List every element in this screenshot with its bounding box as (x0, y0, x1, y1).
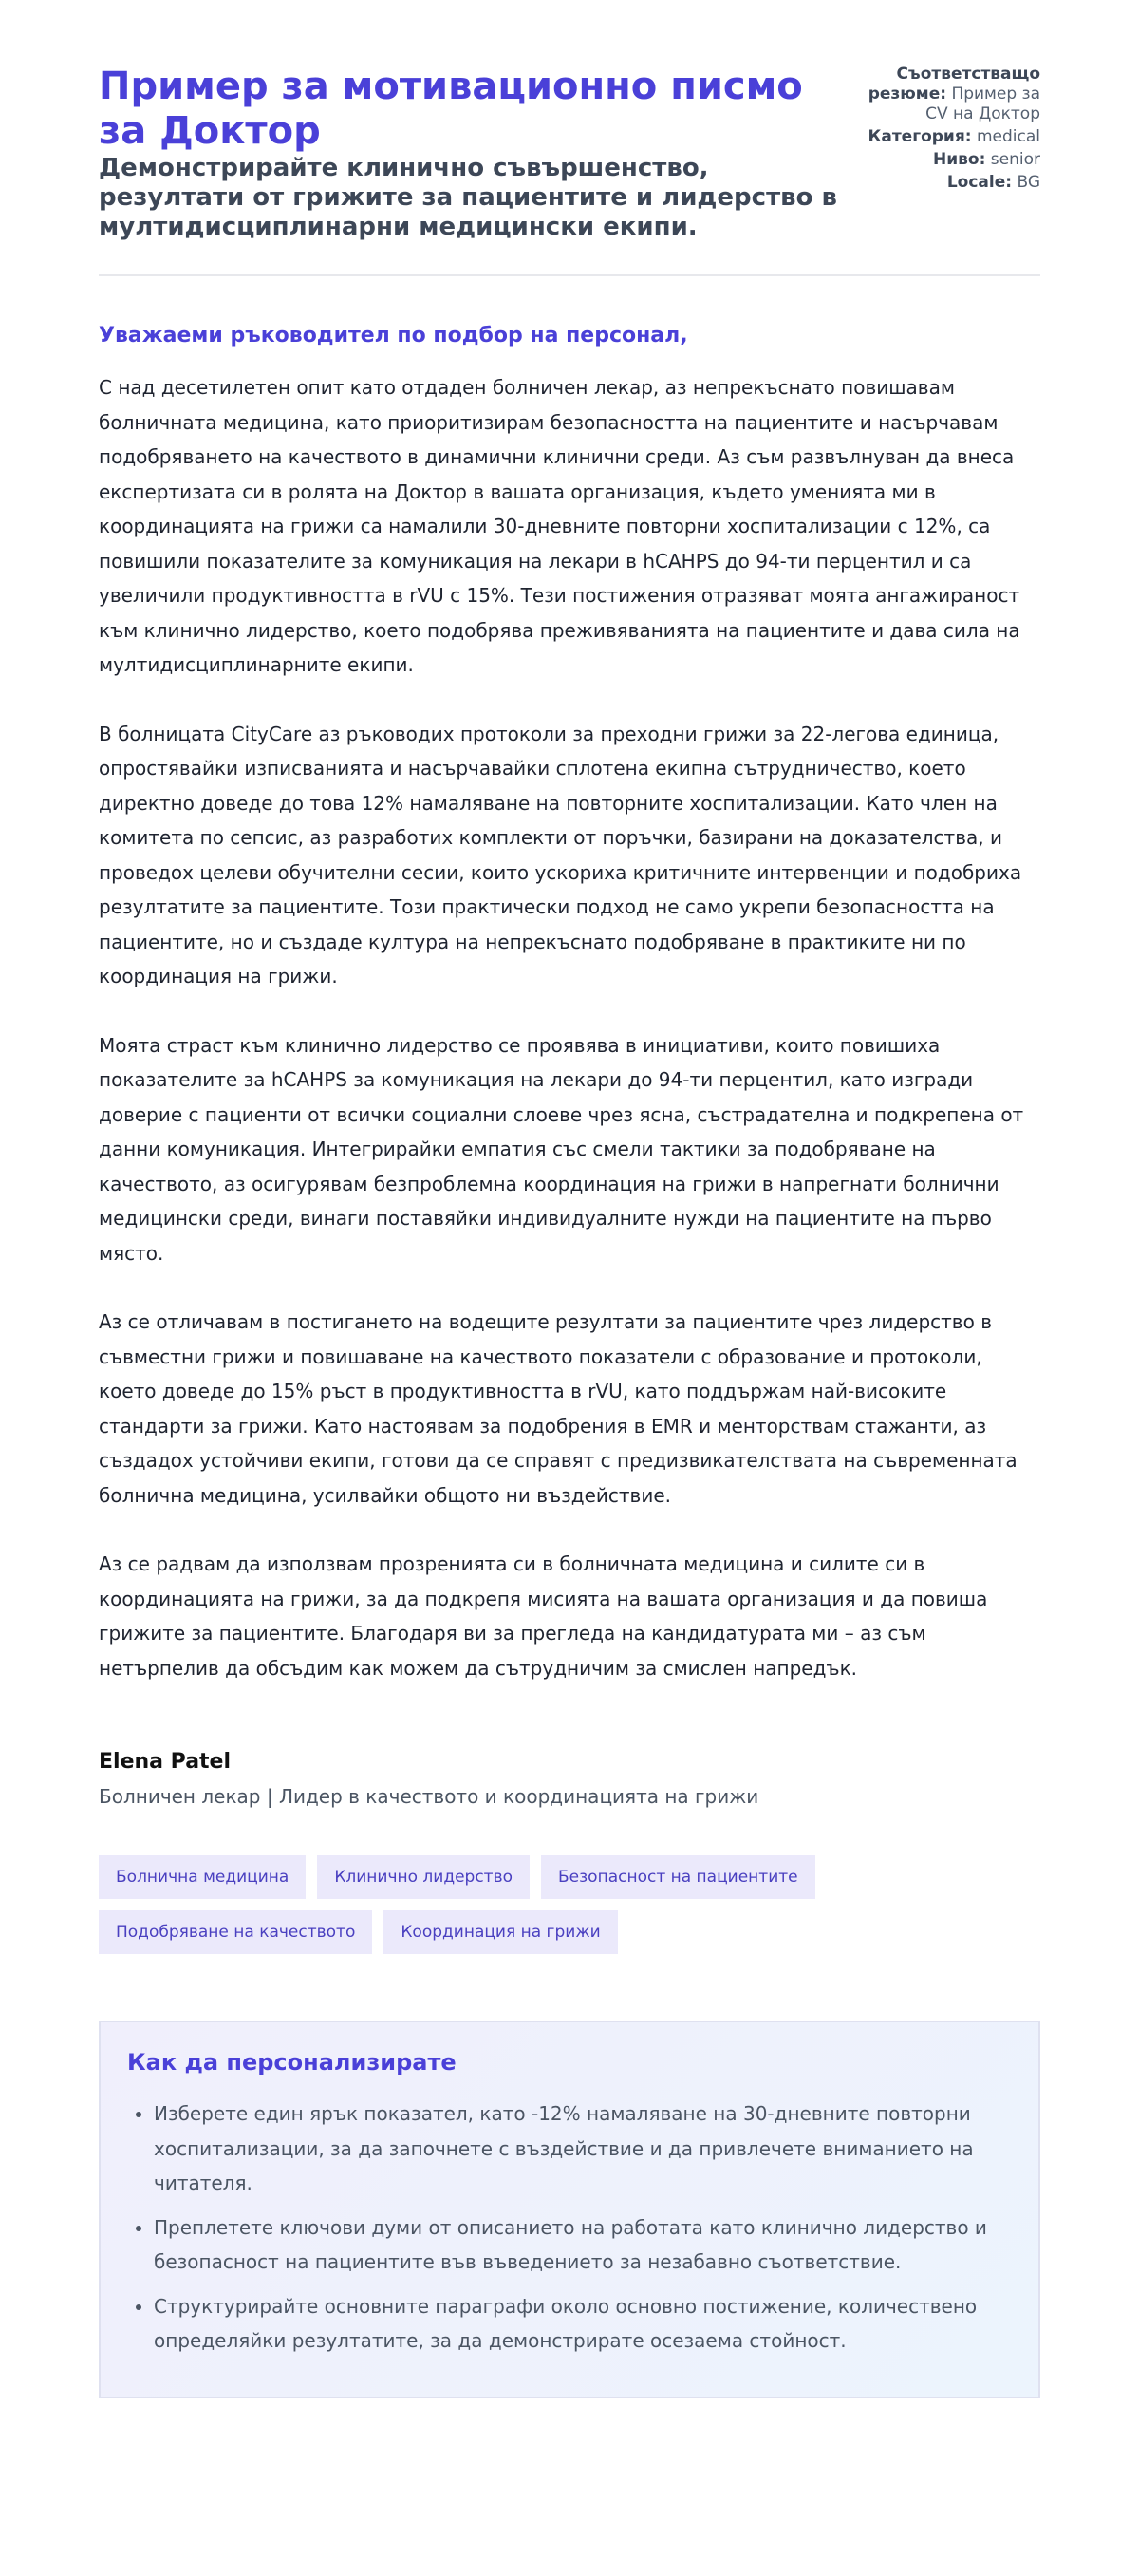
tag: Болнична медицина (99, 1855, 306, 1899)
tag: Клинично лидерство (317, 1855, 530, 1899)
tip-item: • Преплетете ключови думи от описанието на работата като клинично лидерство и безопасност на пациентите във въведението за незабавно съответствие. (154, 2210, 1012, 2280)
tips-heading: Как да персонализирате (127, 2049, 457, 2076)
page-title: Пример за мотивационно писмо за Доктор (99, 65, 803, 153)
tag-list (99, 1855, 858, 1954)
tag: Безопасност на пациентите (541, 1855, 815, 1899)
meta-locale: Locale: BG (946, 173, 1040, 192)
page-subtitle: Демонстрирайте клинично съвършенство, резултати от грижите за пациентите и лидерство в мултидисциплинарни медицински екипи. (99, 154, 837, 241)
tip-item: • Изберете един ярък показател, като -12% намаляване на 30-дневните повторни хоспитализации, за да започнете с въздействие и да привлечете вниманието на читателя. (154, 2097, 1012, 2201)
letter-paragraph: Аз се радвам да използвам прозренията си в болничната медицина и силите си в координацията на грижи, за да подкрепя мисията на вашата организация и да повиша грижите за пациентите. Благодаря ви за прегледа на кандидатурата ми – аз съм нетърпелив да обсъдим как можем да сътрудничим за смислен напредък. (99, 1552, 988, 1680)
letter-paragraph: В болницата CityCare аз ръководих протоколи за преходни грижи за 22-легова единица, опростявайки изписванията и насърчавайки сплотена екипна сътрудничество, което директно доведе до това 12% намаляване на повторните хоспитализации. Като член на комитета по сепсис, аз разработих комплекти от поръчки, базирани на доказателства, и проведох целеви обучителни сесии, които ускориха критичните интервенции и подобриха резултатите за пациентите. Този практически подход не само укрепи безопасността на пациентите, но и създаде култура на непрекъснато подобряване в практиките ни по координация на грижи. (99, 722, 1022, 987)
meta-matching-resume: Съответстващо резюме: Пример за CV на Доктор (868, 65, 1040, 123)
tip-item: • Структурирайте основните параграфи около основно постижение, количествено определяйки резултатите, за да демонстрирате осезаема стойност. (154, 2289, 1012, 2359)
letter-body (99, 370, 1040, 1685)
letter-greeting: Уважаеми ръководител по подбор на персонал, (99, 324, 688, 348)
tips-list (127, 2097, 1012, 2359)
letter-paragraph: Аз се отличавам в постигането на водещите резултати за пациентите чрез лидерство в съвместни грижи и повишаване на качеството показатели с образование и протоколи, което доведе до 15% ръст в продуктивността в rVU, като поддържам най-високите стандарти за грижи. Като настоявам за подобрения в EMR и менторствам стажанти, аз създадох устойчиви екипи, готови да се справят с предизвикателствата на съвременната болнична медицина, усилвайки общото ни въздействие. (99, 1310, 1018, 1507)
personalization-tips (99, 2021, 1040, 2398)
meta-panel (846, 65, 1040, 196)
letter-paragraph: С над десетилетен опит като отдаден болничен лекар, аз непрекъснато повишавам болничната медицина, като приоритизирам безопасността на пациентите и насърчавам подобряването на качеството в динамични клинични среди. Аз съм развълнуван да внеса експертизата си в ролята на Доктор в вашата организация, където уменията ми в координацията на грижи са намалили 30-дневните повторни хоспитализации с 12%, са повишили показателите за комуникация на лекари в hCAHPS до 94-ти перцентил и са увеличили продуктивността в rVU с 15%. Тези постижения отразяват моята ангажираност към клинично лидерство, което подобрява преживяванията на пациентите и дава сила на мултидисциплинарните екипи. (99, 376, 1020, 676)
tag: Подобряване на качеството (99, 1910, 372, 1954)
title-block (99, 65, 839, 242)
meta-level: Ниво: senior (933, 150, 1040, 169)
cover-letter-page (99, 0, 1040, 2398)
letter-paragraph: Моята страст към клинично лидерство се проявява в инициативи, които повишиха показателите за hCAHPS за комуникация на лекари до 94-ти перцентил, като изгради доверие с пациенти от всички социални слоеве чрез ясна, състрадателна и подкрепена от данни комуникация. Интегрирайки емпатия със смели тактики за подобряване на качеството, аз осигурявам безпроблемна координация на грижи в напрегнати болнични медицински среди, винаги поставяйки индивидуалните нужди на пациентите на първо място. (99, 1033, 1024, 1265)
page-header (99, 65, 1040, 276)
tag: Координация на грижи (383, 1910, 617, 1954)
signature-name: Elena Patel (99, 1750, 232, 1774)
meta-category: Категория: medical (868, 127, 1040, 146)
signature-title: Болничен лекар | Лидер в качеството и координацията на грижи (99, 1785, 759, 1808)
